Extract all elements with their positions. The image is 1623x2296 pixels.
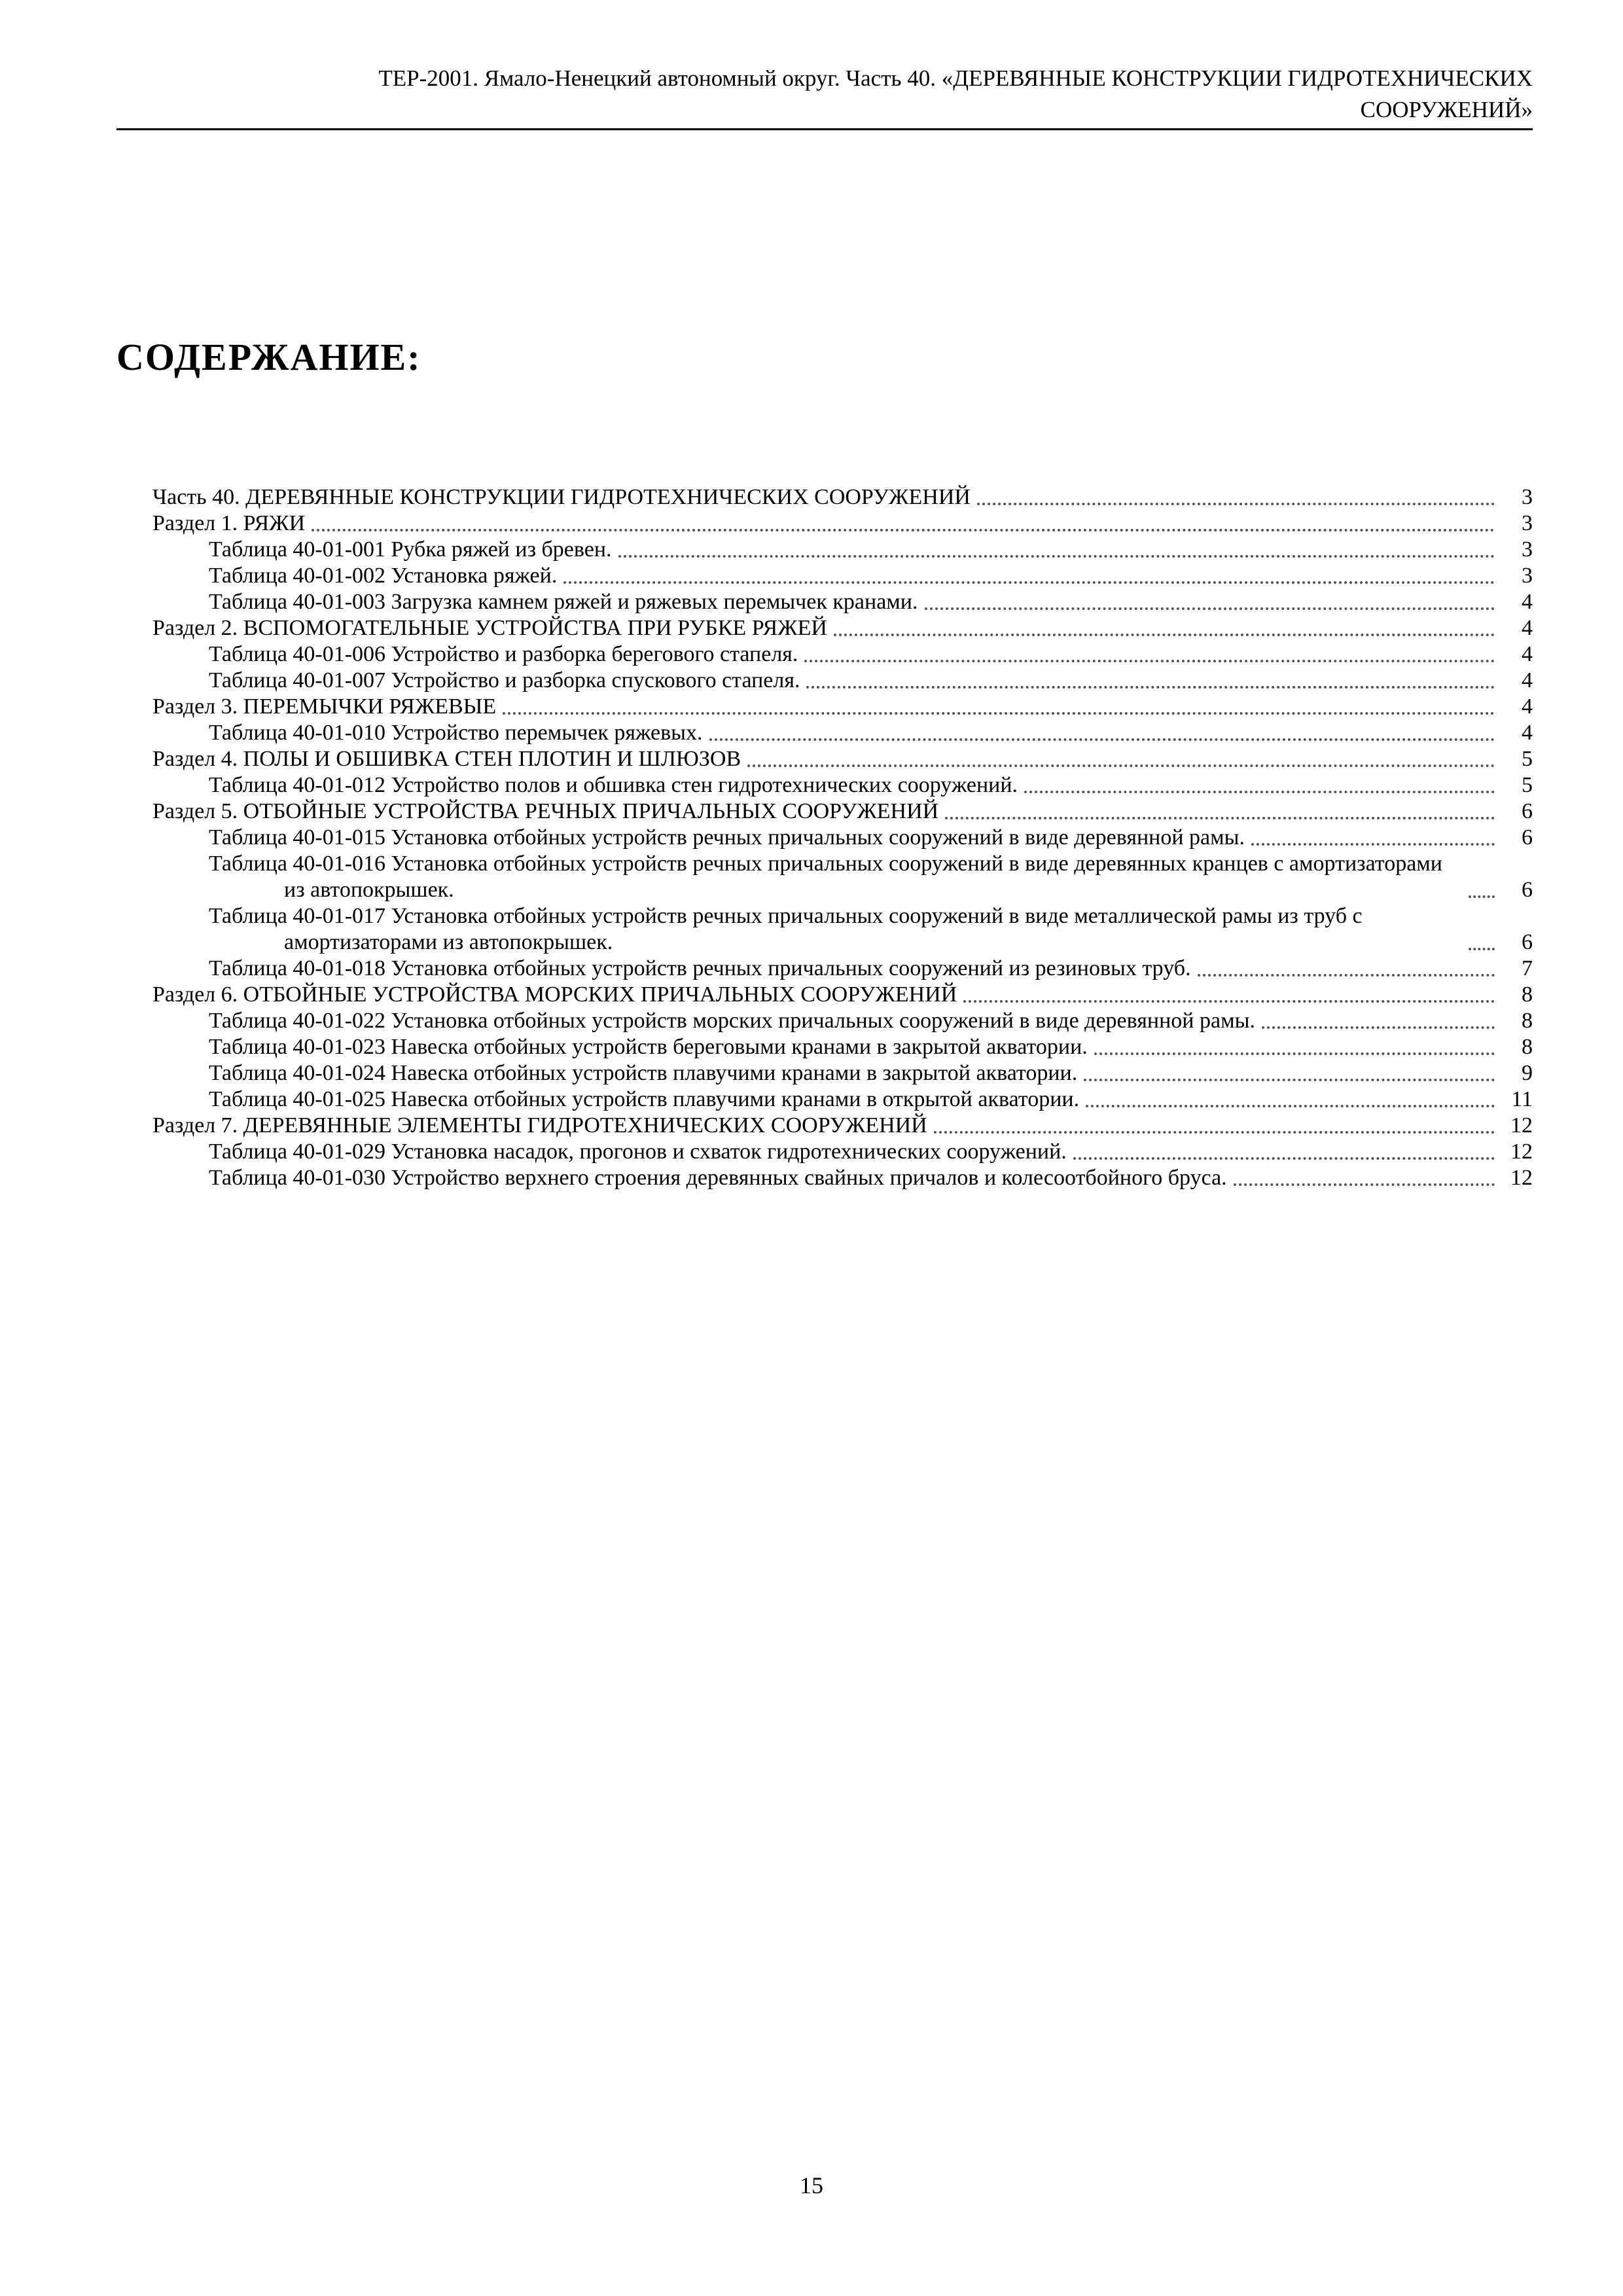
toc-entry-title: Таблица 40-01-003 Загрузка камнем ряжей и ряжевых перемычек кранами. xyxy=(209,590,918,614)
toc-entry-page: 3 xyxy=(1522,485,1533,509)
toc-table-entry[interactable] xyxy=(152,1034,1533,1060)
toc-entry-page: 6 xyxy=(1522,930,1533,954)
toc-entry-page: 5 xyxy=(1522,747,1533,771)
toc-entry-page: 4 xyxy=(1522,721,1533,745)
page-number: 15 xyxy=(800,2172,823,2198)
toc-entry-title: Раздел 1. РЯЖИ xyxy=(152,511,306,535)
toc-table-entry[interactable] xyxy=(152,772,1533,798)
toc-table-entry[interactable] xyxy=(152,1165,1533,1191)
toc-entry-page: 7 xyxy=(1522,956,1533,980)
page-title: СОДЕРЖАНИЕ: xyxy=(116,336,421,378)
toc-entry-page: 3 xyxy=(1522,511,1533,535)
toc-table-entry[interactable] xyxy=(152,563,1533,589)
toc-dot-leader xyxy=(1262,1026,1495,1029)
toc-entry-title: Раздел 3. ПЕРЕМЫЧКИ РЯЖЕВЫЕ xyxy=(152,694,497,719)
toc-dot-leader xyxy=(977,503,1495,505)
toc-table-entry[interactable] xyxy=(152,1060,1533,1086)
toc-dot-leader xyxy=(945,817,1495,819)
toc-table-entry[interactable] xyxy=(152,1139,1533,1165)
toc-entry-page: 4 xyxy=(1522,668,1533,692)
toc-entry-page: 4 xyxy=(1522,694,1533,719)
table-of-contents xyxy=(152,484,1533,1191)
toc-table-entry[interactable] xyxy=(152,825,1533,851)
toc-dot-leader xyxy=(1024,791,1495,793)
toc-entry-page: 4 xyxy=(1522,642,1533,666)
toc-entry-page: 9 xyxy=(1522,1061,1533,1085)
toc-entry-title: Раздел 6. ОТБОЙНЫЕ УСТРОЙСТВА МОРСКИХ ПРИЧАЛЬНЫХ СООРУЖЕНИЙ xyxy=(152,982,957,1007)
toc-entry-title: Таблица 40-01-024 Навеска отбойных устройств плавучими кранами в закрытой акватории. xyxy=(209,1061,1078,1085)
toc-section-entry[interactable] xyxy=(152,484,1533,511)
toc-table-entry[interactable] xyxy=(152,851,1533,903)
toc-entry-title: Таблица 40-01-029 Установка насадок, прогонов и схваток гидротехнических сооружений. xyxy=(209,1139,1067,1164)
toc-section-entry[interactable] xyxy=(152,1113,1533,1139)
toc-entry-page: 8 xyxy=(1522,1009,1533,1033)
toc-dot-leader xyxy=(806,686,1495,689)
toc-dot-leader xyxy=(1469,895,1495,898)
toc-entry-page: 3 xyxy=(1522,537,1533,562)
toc-entry-page: 8 xyxy=(1522,1035,1533,1059)
toc-entry-page: 3 xyxy=(1522,564,1533,588)
toc-dot-leader xyxy=(804,660,1495,662)
toc-dot-leader xyxy=(963,1000,1495,1003)
toc-entry-page: 5 xyxy=(1522,773,1533,797)
toc-table-entry[interactable] xyxy=(152,537,1533,563)
toc-entry-title: Таблица 40-01-022 Установка отбойных устройств морских причальных сооружений в виде деревянной рамы. xyxy=(209,1009,1255,1033)
toc-entry-title: Таблица 40-01-010 Устройство перемычек ряжевых. xyxy=(209,721,703,745)
toc-dot-leader xyxy=(1469,948,1495,950)
toc-entry-page: 6 xyxy=(1522,825,1533,850)
toc-section-entry[interactable] xyxy=(152,798,1533,825)
toc-dot-leader xyxy=(1086,1105,1495,1107)
toc-table-entry[interactable] xyxy=(152,1086,1533,1113)
toc-entry-title: Таблица 40-01-023 Навеска отбойных устройств береговыми кранами в закрытой акватории. xyxy=(209,1035,1088,1059)
toc-dot-leader xyxy=(1094,1052,1495,1055)
toc-entry-title: Таблица 40-01-018 Установка отбойных устройств речных причальных сооружений из резиновых труб. xyxy=(209,956,1191,980)
toc-table-entry[interactable] xyxy=(152,956,1533,982)
running-header xyxy=(116,63,1533,130)
toc-dot-leader xyxy=(709,738,1495,741)
toc-dot-leader xyxy=(1198,974,1495,977)
toc-table-entry[interactable] xyxy=(152,1008,1533,1034)
toc-entry-title: Таблица 40-01-025 Навеска отбойных устройств плавучими кранами в открытой акватории. xyxy=(209,1087,1080,1111)
toc-section-entry[interactable] xyxy=(152,694,1533,720)
toc-dot-leader xyxy=(834,634,1495,636)
toc-entry-title: Таблица 40-01-015 Установка отбойных устройств речных причальных сооружений в виде деревянной рамы. xyxy=(209,825,1245,850)
toc-entry-page: 4 xyxy=(1522,616,1533,640)
toc-dot-leader xyxy=(503,712,1495,715)
toc-dot-leader xyxy=(1251,843,1495,846)
toc-table-entry[interactable] xyxy=(152,903,1533,956)
toc-section-entry[interactable] xyxy=(152,746,1533,772)
toc-entry-title: Таблица 40-01-006 Устройство и разборка берегового стапеля. xyxy=(209,642,798,666)
toc-dot-leader xyxy=(1234,1183,1495,1186)
toc-entry-page: 11 xyxy=(1511,1087,1533,1111)
toc-table-entry[interactable] xyxy=(152,668,1533,694)
toc-entry-title: Таблица 40-01-012 Устройство полов и обшивка стен гидротехнических сооружений. xyxy=(209,773,1018,797)
toc-section-entry[interactable] xyxy=(152,511,1533,537)
toc-section-entry[interactable] xyxy=(152,982,1533,1008)
toc-dot-leader xyxy=(1084,1079,1495,1081)
toc-entry-page: 4 xyxy=(1522,590,1533,614)
toc-entry-page: 6 xyxy=(1522,799,1533,823)
toc-dot-leader xyxy=(1073,1157,1495,1160)
toc-entry-title: Раздел 7. ДЕРЕВЯННЫЕ ЭЛЕМЕНТЫ ГИДРОТЕХНИЧЕСКИХ СООРУЖЕНИЙ xyxy=(152,1113,927,1138)
running-header-line1: ТЕР-2001. Ямало-Ненецкий автономный округ. Часть 40. «ДЕРЕВЯННЫЕ КОНСТРУКЦИИ ГИДРОТЕХНИЧЕСКИХ xyxy=(378,65,1533,91)
running-header-line2: СООРУЖЕНИЙ» xyxy=(1360,97,1533,122)
toc-dot-leader xyxy=(312,529,1495,531)
toc-section-entry[interactable] xyxy=(152,615,1533,641)
toc-dot-leader xyxy=(934,1131,1495,1134)
toc-entry-page: 8 xyxy=(1522,982,1533,1007)
toc-dot-leader xyxy=(747,764,1495,767)
toc-entry-title: Таблица 40-01-030 Устройство верхнего строения деревянных свайных причалов и колесоотбойного бруса. xyxy=(209,1166,1227,1190)
toc-entry-title: Таблица 40-01-001 Рубка ряжей из бревен. xyxy=(209,537,612,562)
toc-entry-page: 12 xyxy=(1510,1139,1533,1164)
toc-entry-page: 12 xyxy=(1510,1113,1533,1138)
toc-dot-leader xyxy=(563,581,1495,584)
toc-entry-title: Раздел 5. ОТБОЙНЫЕ УСТРОЙСТВА РЕЧНЫХ ПРИЧАЛЬНЫХ СООРУЖЕНИЙ xyxy=(152,799,939,823)
toc-entry-title: Таблица 40-01-002 Установка ряжей. xyxy=(209,564,558,588)
toc-entry-page: 6 xyxy=(1522,878,1533,902)
toc-table-entry[interactable] xyxy=(152,641,1533,668)
toc-entry-title: Раздел 2. ВСПОМОГАТЕЛЬНЫЕ УСТРОЙСТВА ПРИ РУБКЕ РЯЖЕЙ xyxy=(152,616,827,640)
toc-entry-title: Таблица 40-01-017 Установка отбойных устройств речных причальных сооружений в виде металлической рамы из труб с амортизаторами из автопокрышек. xyxy=(209,904,1363,954)
toc-entry-title: Часть 40. ДЕРЕВЯННЫЕ КОНСТРУКЦИИ ГИДРОТЕХНИЧЕСКИХ СООРУЖЕНИЙ xyxy=(152,485,971,509)
toc-entry-page: 12 xyxy=(1510,1166,1533,1190)
toc-entry-title: Таблица 40-01-007 Устройство и разборка спускового стапеля. xyxy=(209,668,800,692)
toc-dot-leader xyxy=(925,607,1495,610)
toc-table-entry[interactable] xyxy=(152,589,1533,615)
toc-entry-title: Раздел 4. ПОЛЫ И ОБШИВКА СТЕН ПЛОТИН И ШЛЮЗОВ xyxy=(152,747,741,771)
toc-table-entry[interactable] xyxy=(152,720,1533,746)
toc-entry-title: Таблица 40-01-016 Установка отбойных устройств речных причальных сооружений в виде деревянных кранцев с амортизаторами из автопокрышек. xyxy=(209,852,1442,902)
toc-dot-leader xyxy=(618,555,1495,558)
